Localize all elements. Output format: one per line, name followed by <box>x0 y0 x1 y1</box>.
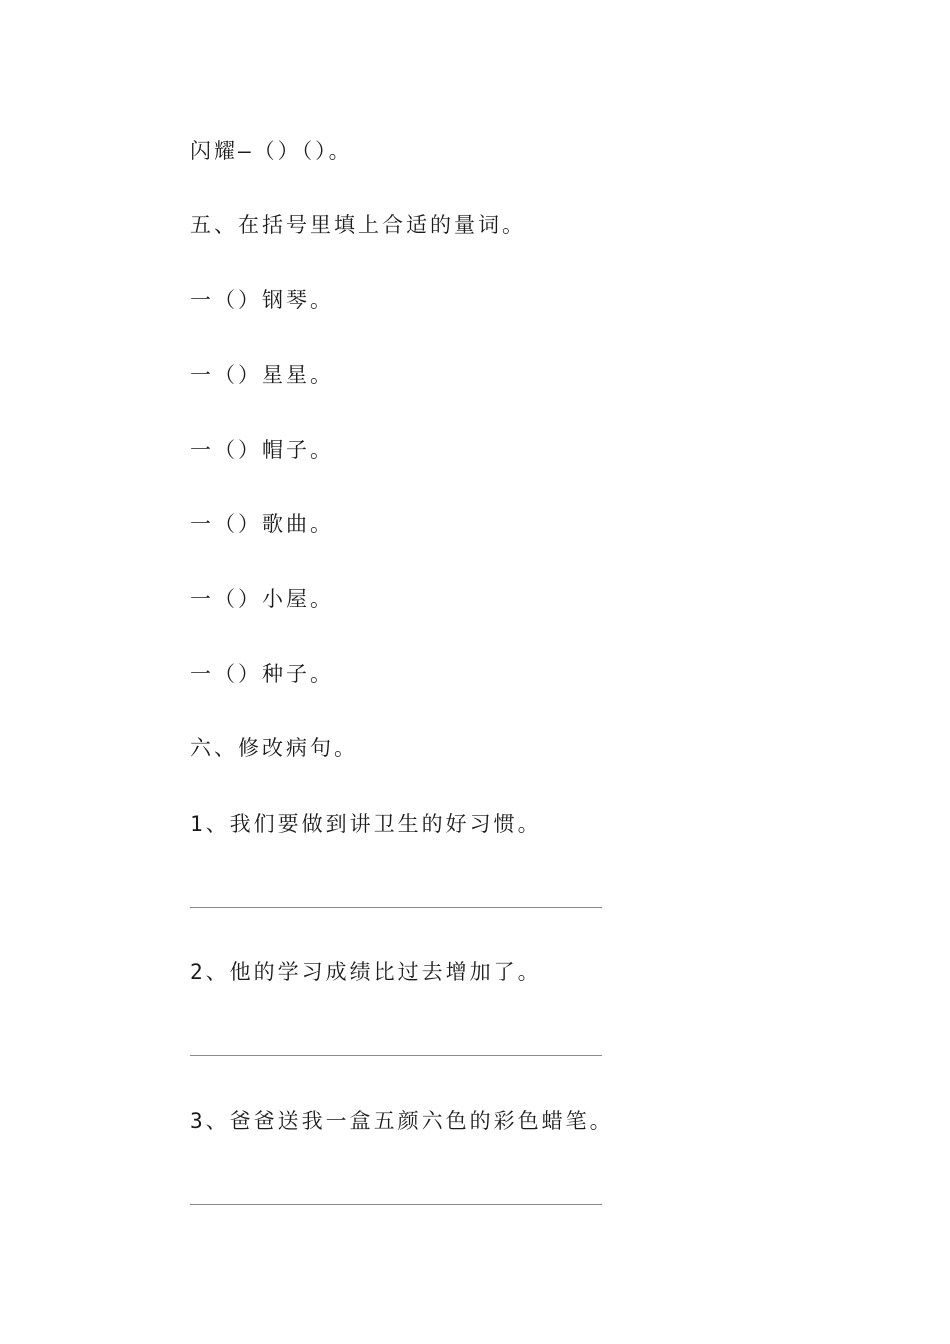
answer-line-3 <box>190 1204 602 1205</box>
answer-line-2 <box>190 1055 602 1056</box>
sentence-item-3: 3、爸爸送我一盒五颜六色的彩色蜡笔。 <box>190 1109 614 1133</box>
measure-word-item-seeds: 一（）种子。 <box>190 662 334 686</box>
measure-word-item-song: 一（）歌曲。 <box>190 512 334 536</box>
exercise-line-shanyao: 闪耀—（）（）。 <box>190 139 353 163</box>
measure-word-item-cottage: 一（）小屋。 <box>190 587 334 611</box>
measure-word-item-hat: 一（）帽子。 <box>190 438 334 462</box>
sentence-item-1: 1、我们要做到讲卫生的好习惯。 <box>190 812 542 836</box>
sentence-item-2: 2、他的学习成绩比过去增加了。 <box>190 960 542 984</box>
measure-word-item-stars: 一（）星星。 <box>190 363 334 387</box>
section-six-heading: 六、修改病句。 <box>190 736 358 760</box>
measure-word-item-piano: 一（）钢琴。 <box>190 288 334 312</box>
section-five-heading: 五、在括号里填上合适的量词。 <box>190 213 526 237</box>
answer-line-1 <box>190 907 602 908</box>
